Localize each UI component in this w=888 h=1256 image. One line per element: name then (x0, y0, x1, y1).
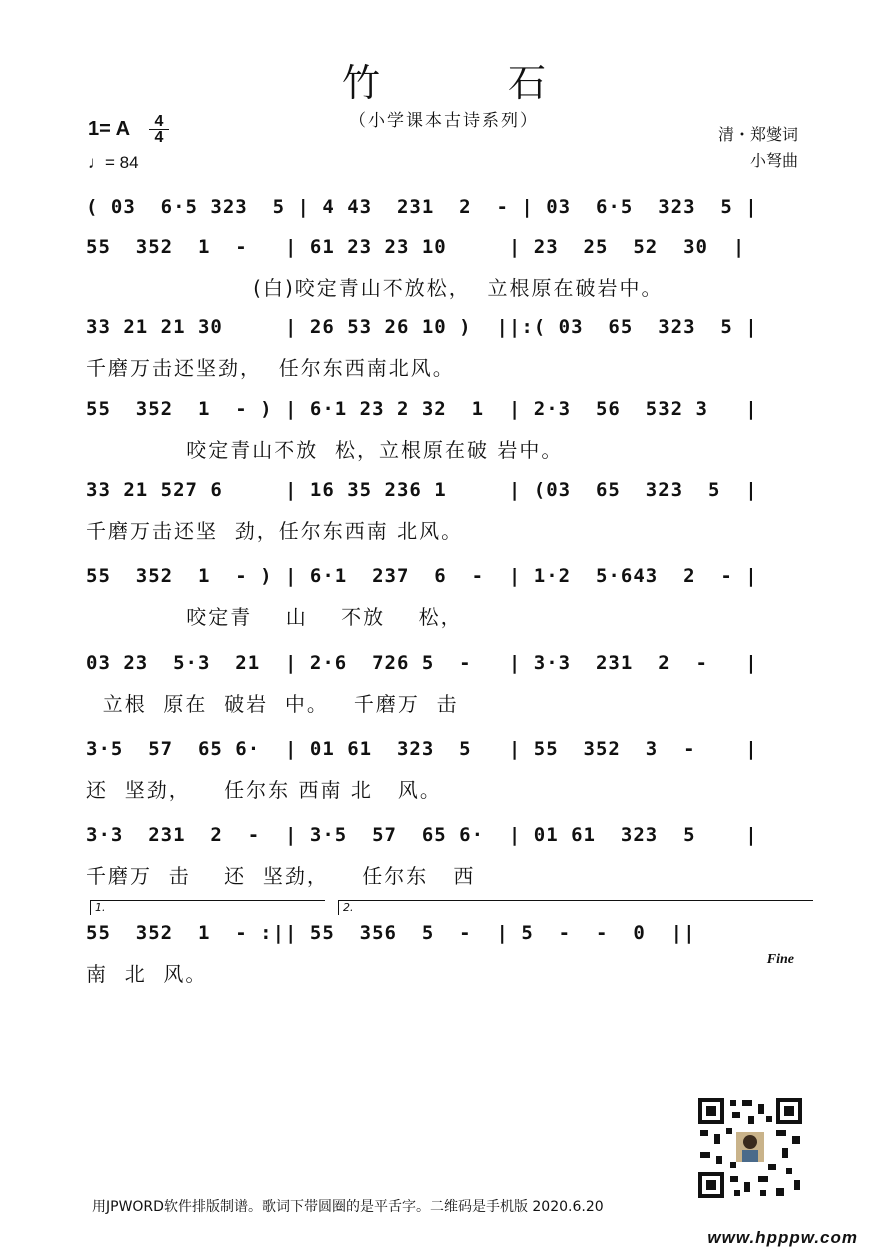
lyric-line: 咬定青 山 不放 松， (86, 605, 463, 629)
time-signature-top: 4 (154, 113, 164, 130)
fine-mark: Fine (766, 952, 794, 967)
notation-line: 03 23 5·3 21 | 2·6 726 5 - | 3·3 231 2 - | (86, 652, 758, 674)
footer-note: 用JPWORD软件排版制谱。歌词下带圆圈的是平舌字。二维码是手机版 2020.6.20 (92, 1199, 604, 1215)
staff-row-9 (86, 824, 808, 912)
notation-line: 33 21 21 30 | 26 53 26 10 ) ||:( 03 65 323 5 | (86, 316, 758, 338)
staff-row-3 (86, 316, 808, 404)
site-link[interactable]: www.hpppw.com (707, 1228, 858, 1247)
notation-line: 33 21 527 6 | 16 35 236 1 | (03 65 323 5 | (86, 479, 758, 501)
composer: 小弩曲 (749, 151, 798, 170)
volta-second-ending: 2. (338, 900, 813, 915)
notation-line: 3·3 231 2 - | 3·5 57 65 6· | 01 61 323 5 | (86, 824, 758, 846)
time-signature (149, 114, 169, 145)
qr-code-icon (696, 1096, 804, 1200)
time-signature-bottom: 4 (149, 129, 169, 145)
lyric-line: 千磨万 击 还 坚劲， 任尔东 西 (86, 864, 476, 888)
staff-row-6 (86, 565, 808, 653)
volta-first-ending: 1. (90, 900, 325, 915)
staff-row-4 (86, 398, 808, 486)
lyric-line: (白)咬定青山不放松， 立根原在破岩中。 (86, 276, 664, 300)
lyric-line: 咬定青山不放 松，立根原在破 岩中。 (86, 438, 564, 462)
tempo-mark: ♩= 84 (88, 153, 139, 172)
notation-line: 55 352 1 - :|| 55 356 5 - | 5 - - 0 || (86, 922, 696, 944)
notation-line: 55 352 1 - | 61 23 23 10 | 23 25 52 30 | (86, 236, 746, 258)
score-subtitle: （小学课本古诗系列） (349, 111, 539, 131)
notation-line: ( 03 6·5 323 5 | 4 43 231 2 - | 03 6·5 323 5 | (86, 196, 758, 218)
lyric-line: 立根 原在 破岩 中。 千磨万 击 (86, 692, 459, 716)
notation-line: 3·5 57 65 6· | 01 61 323 5 | 55 352 3 - | (86, 738, 758, 760)
lyric-line: 千磨万击还坚 劲，任尔东西南 北风。 (86, 519, 464, 543)
notation-line: 55 352 1 - ) | 6·1 23 2 32 1 | 2·3 56 532 3 | (86, 398, 758, 420)
score-title: 竹 石 (341, 61, 605, 105)
staff-row-7 (86, 652, 808, 740)
lyricist: 清・郑燮词 (717, 125, 798, 144)
lyric-line: 千磨万击还坚劲， 任尔东西南北风。 (86, 356, 455, 380)
lyric-line: 南 北 风。 (86, 962, 208, 986)
credits (718, 122, 798, 174)
staff-row-2 (86, 236, 808, 324)
lyric-line: 还 坚劲， 任尔东 西南 北 风。 (86, 778, 442, 802)
staff-row-5 (86, 479, 808, 567)
key-signature: 1= A (88, 118, 131, 140)
staff-row-10 (86, 922, 808, 1010)
staff-row-8 (86, 738, 808, 826)
notation-line: 55 352 1 - ) | 6·1 237 6 - | 1·2 5·643 2 - | (86, 565, 758, 587)
